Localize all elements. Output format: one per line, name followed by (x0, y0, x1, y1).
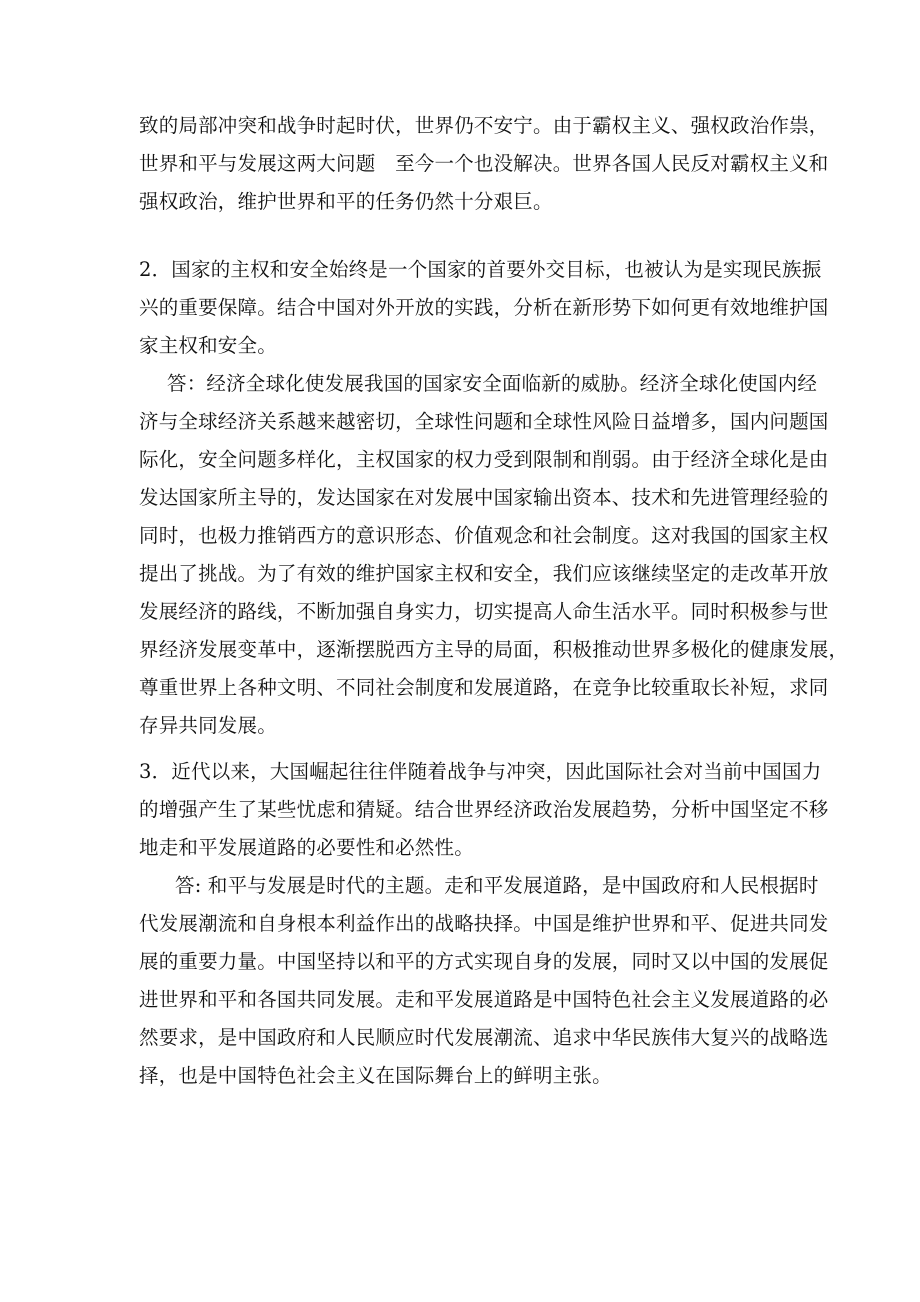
question-line: 2．国家的主权和安全始终是一个国家的首要外交目标，也被认为是实现民族振 (139, 258, 822, 281)
answer-2 (139, 365, 849, 745)
answer-line: 答: 和平与发展是时代的主题。走和平发展道路，是中国政府和人民根据时 (175, 874, 819, 897)
paragraph-line: 强权政治，维护世界和平的任务仍然十分艰巨。 (139, 190, 553, 213)
answer-line: 进世界和平和各国共同发展。走和平发展道路是中国特色社会主义发展道路的必 (139, 988, 829, 1011)
question-2 (139, 251, 829, 365)
question-line: 地走和平发展道路的必要性和必然性。 (139, 836, 474, 859)
answer-line: 代发展潮流和自身根本利益作出的战略抉择。中国是维护世界和平、促进共同发 (139, 912, 829, 935)
question-line: 的增强产生了某些忧虑和猜疑。结合世界经济政治发展趋势，分析中国坚定不移 (139, 798, 829, 821)
answer-line: 提出了挑战。为了有效的维护国家主权和安全，我们应该继续坚定的走改革开放 (139, 562, 829, 585)
paragraph-line: 致的局部冲突和战争时起时伏，世界仍不安宁。由于霸权主义、强权政治作祟， (139, 114, 829, 137)
answer-line: 界经济发展变革中，逐渐摆脱西方主导的局面，积极推动世界多极化的健康发展， (139, 638, 849, 661)
answer-line: 尊重世界上各种文明、不同社会制度和发展道路，在竞争比较重取长补短，求同 (139, 676, 829, 699)
answer-line: 发达国家所主导的，发达国家在对发展中国家输出资本、技术和先进管理经验的 (139, 486, 829, 509)
answer-line: 然要求，是中国政府和人民顺应时代发展潮流、追求中华民族伟大复兴的战略选 (139, 1026, 829, 1049)
answer-line: 存异共同发展。 (139, 714, 277, 737)
paragraph-line: 世界和平与发展这两大问题 至今一个也没解决。世界各国人民反对霸权主义和 (139, 152, 829, 175)
question-3 (139, 753, 829, 867)
answer-line: 择，也是中国特色社会主义在国际舞台上的鲜明主张。 (139, 1064, 612, 1087)
question-line: 3．近代以来，大国崛起往往伴随着战争与冲突，因此国际社会对当前中国国力 (139, 760, 822, 783)
answer-line: 展的重要力量。中国坚持以和平的方式实现自身的发展，同时又以中国的发展促 (139, 950, 829, 973)
answer-line: 际化，安全问题多样化，主权国家的权力受到限制和削弱。由于经济全球化是由 (139, 448, 829, 471)
answer-line: 答：经济全球化使发展我国的国家安全面临新的威胁。经济全球化使国内经 (167, 372, 818, 395)
answer-3 (139, 867, 829, 1095)
answer-line: 济与全球经济关系越来越密切，全球性问题和全球性风险日益增多，国内问题国 (139, 410, 829, 433)
answer-line: 发展经济的路线，不断加强自身实力，切实提高人命生活水平。同时积极参与世 (139, 600, 829, 623)
answer-line: 同时，也极力推销西方的意识形态、价值观念和社会制度。这对我国的国家主权 (139, 524, 829, 547)
question-line: 家主权和安全。 (139, 334, 277, 357)
question-line: 兴的重要保障。结合中国对外开放的实践，分析在新形势下如何更有效地维护国 (139, 296, 829, 319)
intro-paragraph (139, 107, 829, 221)
